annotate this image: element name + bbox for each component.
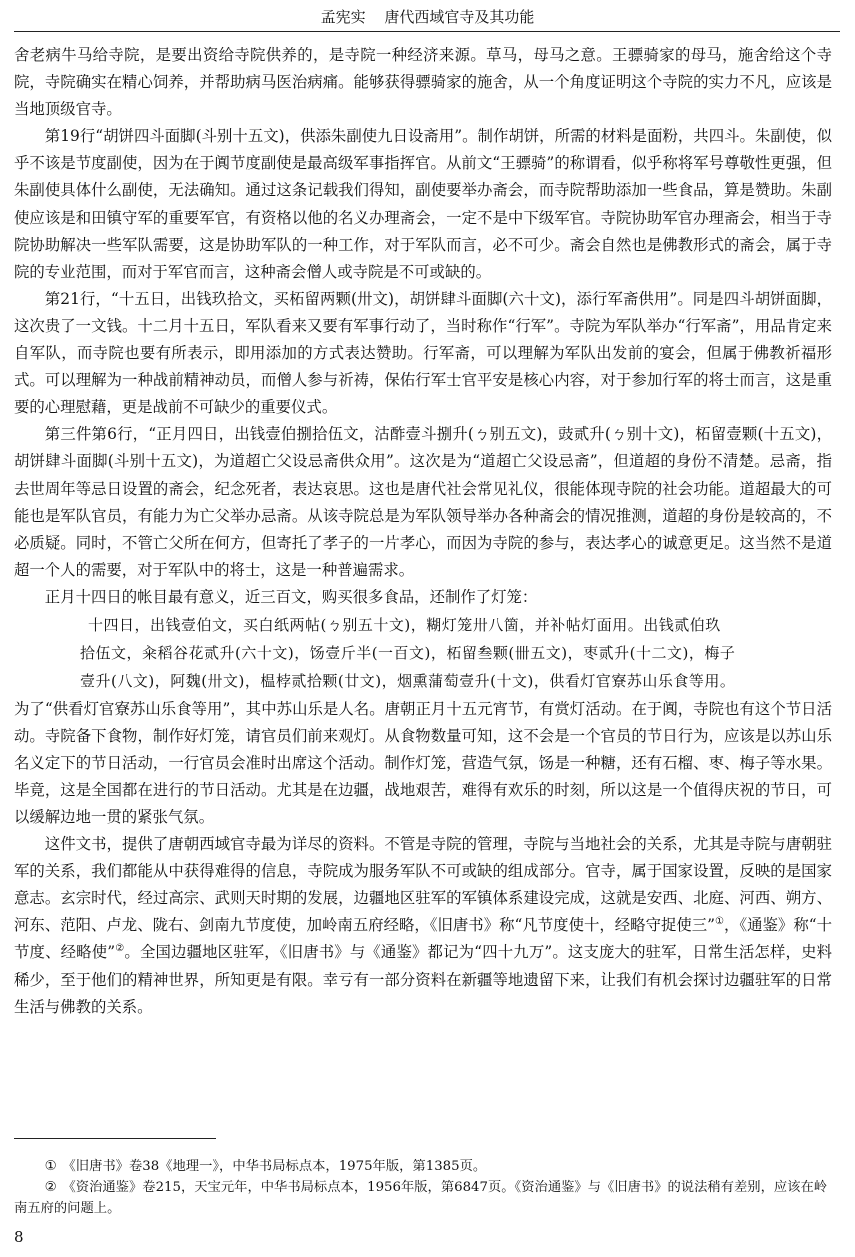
footnote-1 (14, 1156, 836, 1177)
quote-line-2: 拾伍文，籴稻谷花贰升(六十文)，饧壹斤半(一百文)，柘留叁颗(卌五文)，枣贰升(十二文)，梅子 (80, 644, 736, 663)
header-title: 唐代西域官寺及其功能 (384, 8, 535, 26)
paragraph-7-part-3: 。全国边疆地区驻军，《旧唐书》与《通鉴》都记为“四十九万”。这支庞大的驻军，日常生活怎样，史料稀少，至于他们的精神世界，所知更是有限。幸亏有一部分资料在新疆等地遗留下来，让我们有机会探讨边疆驻军的日常生活与佛教的关系。 (14, 943, 832, 1016)
footnote-2-text: 《资治通鉴》卷215，天宝元年，中华书局标点本，1956年版，第6847页。《资治通鉴》与《旧唐书》的说法稍有差别，应该在岭南五府的问题上。 (14, 1180, 828, 1216)
paragraph-3: 第21行，“十五日，出钱玖拾文，买柘留两颗(卅文)，胡饼肆斗面脚(六十文)，添行军斋供用”。同是四斗胡饼面脚，这次贵了一文钱。十二月十五日，军队看来又要有军事行动了，当时称作“行军”。寺院为军队举办“行军斋”，用品肯定来自军队，而寺院也要有所表示，即用添加的方式表达赞助。行军斋，可以理解为军队出发前的宴会，但属于佛教祈福形式。可以理解为一种战前精神动员，而僧人参与祈祷，保佑行军士官平安是核心内容，对于参加行军的将士而言，这是重要的心理慰藉，更是战前不可缺少的重要仪式。 (14, 289, 832, 417)
header-rule (14, 31, 840, 32)
body-text (14, 42, 832, 1021)
paragraph-6: 为了“供看灯官寮苏山乐食等用”，其中苏山乐是人名。唐朝正月十五元宵节，有赏灯活动。在于阗，寺院也有这个节日活动。寺院备下食物，制作好灯笼，请官员们前来观灯。从食物数量可知，这不会是一个官员的节日行为，应该是以苏山乐名义定下的节日活动，一行官员会准时出席这个活动。制作灯笼，营造气氛，饧是一种糖，还有石榴、枣、梅子等水果。毕竟，这是全国都在进行的节日活动。尤其是在边疆，战地艰苦，难得有欢乐的时刻，所以这是一个值得庆祝的节日，可以缓解边地一贯的紧张气氛。 (14, 699, 832, 826)
running-header (0, 6, 855, 27)
paragraph-5: 正月十四日的帐目最有意义，近三百文，购买很多食品，还制作了灯笼： (44, 587, 538, 606)
footnote-ref-2[interactable]: ② (115, 943, 125, 955)
block-quote (14, 611, 832, 696)
footnotes (14, 1156, 836, 1219)
paragraph-4: 第三件第6行，“正月四日，出钱壹伯捌拾伍文，沽酢壹斗捌升(ㄅ别五文)，豉贰升(ㄅ别十文)，柘留壹颗(十五文)，胡饼肆斗面脚(斗别十五文)，为道超亡父设忌斋供众用”。这次是为“道超亡父设忌斋”，但道超的身份不清楚。忌斋，指去世周年等忌日设置的斋会，纪念死者，表达哀思。这也是唐代社会常见礼仪，很能体现寺院的社会功能。道超最大的可能也是军队官员，有能力为亡父举办忌斋。从该寺院总是为军队领导举办各种斋会的情况推测，道超的身份是较高的，不必质疑。同时，不管亡父所在何方，但寄托了孝子的一片孝心，而因为寺院的参与，表达孝心的诚意更足。这当然不是道超一个人的需要，对于军队中的将士，这是一种普遍需求。 (14, 425, 832, 579)
footnote-1-text: 《旧唐书》卷38《地理一》，中华书局标点本，1975年版，第1385页。 (62, 1159, 487, 1174)
paragraph-7 (14, 831, 832, 1021)
paragraph-2: 第19行“胡饼四斗面脚(斗别十五文)，供添朱副使九日设斋用”。制作胡饼，所需的材料是面粉，共四斗。朱副使，似乎不该是节度副使，因为在于阗节度副使是最高级军事指挥官。从前文“王骠骑”的称谓看，似乎称将军号尊敬性更强，但朱副使具体什么副使，无法确知。通过这条记载我们得知，副使要举办斋会，而寺院帮助添加一些食品，算是赞助。朱副使应该是和田镇守军的重要军官，有资格以他的名义办理斋会，一定不是中下级军官。寺院协助军官办理斋会，相当于寺院协助解决一些军队需要，这是协助军队的一种工作，对于军队而言，必不可少。斋会自然也是佛教形式的斋会，属于寺院的专业范围，而对于军官而言，这种斋会僧人或寺院是不可或缺的。 (14, 127, 832, 281)
quote-line-3: 壹升(八文)，阿魏(卅文)，榅桲贰拾颗(廿文)，烟熏蒲萄壹升(十文)，供看灯官寮苏山乐食等用。 (80, 672, 736, 691)
footnote-ref-1[interactable]: ① (715, 916, 725, 928)
header-author: 孟宪实 (320, 8, 366, 26)
footnote-2 (14, 1177, 836, 1219)
footnote-1-mark: ① (44, 1159, 57, 1174)
paragraph-7-part-1: 这件文书，提供了唐朝西域官寺最为详尽的资料。不管是寺院的管理，寺院与当地社会的关系，尤其是寺院与唐朝驻军的关系，我们都能从中获得难得的信息，寺院成为服务军队不可或缺的组成部分。官寺，属于国家设置，反映的是国家意志。玄宗时代，经过高宗、武则天时期的发展，边疆地区驻军的军镇体系建设完成，这就是安西、北庭、河西、朔方、河东、范阳、卢龙、陇右、剑南九节度使，加岭南五府经略，《旧唐书》称“凡节度使十，经略守捉使三” (14, 835, 832, 935)
footnote-2-mark: ② (44, 1180, 57, 1195)
footnote-rule (14, 1138, 216, 1139)
page-number: 8 (14, 1228, 24, 1246)
quote-line-1: 十四日，出钱壹伯文，买白纸两帖(ㄅ别五十文)，糊灯笼卅八箇，并补帖灯面用。出钱贰伯玖 (88, 615, 721, 634)
paragraph-1: 舍老病牛马给寺院，是要出资给寺院供养的，是寺院一种经济来源。草马，母马之意。王骠骑家的母马，施舍给这个寺院，寺院确实在精心饲养，并帮助病马医治病痛。能够获得骠骑家的施舍，从一个角度证明这个寺院的实力不凡，应该是当地顶级官寺。 (14, 46, 832, 119)
paragraph-7-part-2: ，《通鉴》称“十节度、经略使” (14, 916, 832, 962)
